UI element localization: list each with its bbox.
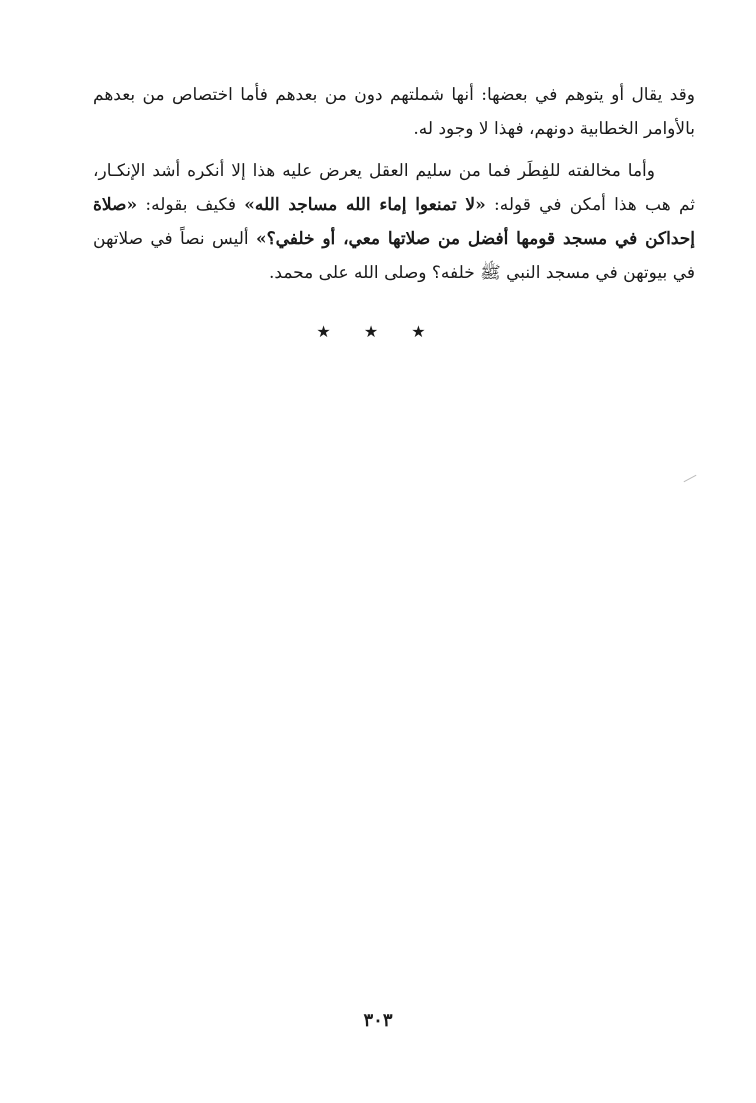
paragraph-1-text: وقد يقال أو يتوهم في بعضها: أنها شملتهم دون من بعدهم فأما اختصاص من بعدهم بالأوامر الخطابية دونهم، فهذا لا وجود له. [93, 85, 695, 139]
page-number: ٣٠٣ [363, 1010, 393, 1031]
paragraph-1 [93, 78, 695, 146]
paragraph-2-part-1: وأما مخالفته للفِطَر فما من سليم العقل يعرض عليه هذا إلا أنكره أشد الإنكـار، ثم هب هذا أمكن في قوله: [93, 161, 696, 215]
scan-artifact-mark [684, 475, 697, 482]
hadith-quote-2: «صلاة إحداكن في مسجد قومها أفضل من صلاتها معي، أو خلفي؟» [93, 195, 695, 249]
hadith-quote-1: «لا تمنعوا إماء الله مساجد الله» [244, 195, 486, 215]
body-text [93, 78, 695, 298]
paragraph-2 [93, 154, 695, 290]
section-separator-stars: ★ ★ ★ [316, 322, 440, 341]
paragraph-2-part-2: فكيف بقوله: [137, 195, 245, 215]
paragraph-2-part-3: أليس نصاً في صلاتهن في بيوتهن في مسجد النبي ﷺ خلفه؟ وصلى الله على محمد. [93, 229, 695, 283]
